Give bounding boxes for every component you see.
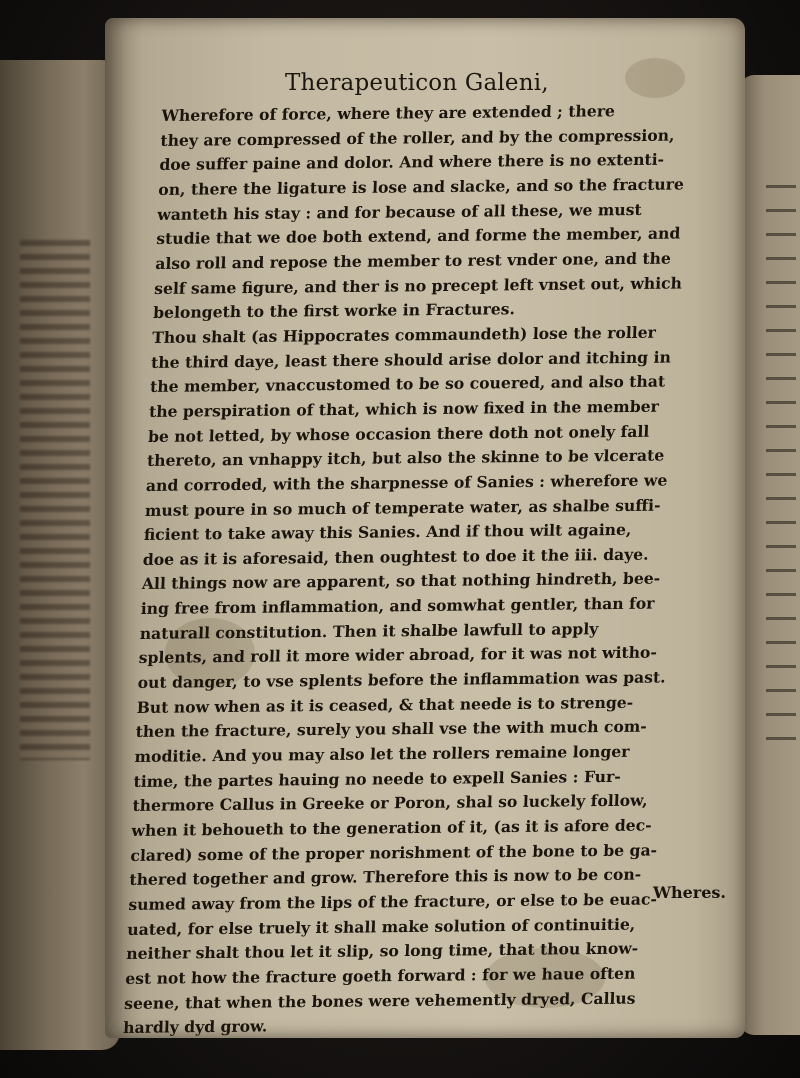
text-line: on, there the ligature is lose and slacke, and so the fracture [158, 174, 685, 199]
text-line: doe suffer paine and dolor. And where there is no extenti- [159, 150, 665, 175]
text-line: Thou shalt (as Hippocrates commaundeth) lose the roller [151, 322, 657, 347]
text-line: and corroded, with the sharpnesse of Sanies : wherefore we [145, 470, 668, 495]
text-line: neither shalt thou let it slip, so long time, that thou know- [125, 938, 639, 964]
text-line: studie that we doe both extend, and forme the member, and [155, 223, 681, 249]
text-line: moditie. And you may also let the rollers remaine longer [134, 741, 630, 767]
page-stain [625, 58, 685, 98]
text-line: belongeth to the first worke in Fractures. [152, 299, 516, 323]
text-line: All things now are apparent, so that nothing hindreth, bee- [141, 569, 661, 594]
text-line: Wherefore of force, where they are extended ; there [161, 101, 616, 125]
facing-page-right-edge [740, 75, 800, 1035]
text-line: thereto, an vnhappy itch, but also the skinne to be vlcerate [146, 445, 665, 471]
text-line: ficient to take away this Sanies. And if thou wilt againe, [143, 520, 632, 545]
text-line: uated, for else truely it shall make solution of continuitie, [127, 914, 636, 939]
text-line: thered together and grow. Therefore this is now to be con- [129, 864, 642, 890]
text-line: thermore Callus in Greeke or Poron, shal so luckely follow, [132, 790, 649, 816]
facing-page-left-edge [0, 60, 120, 1050]
bleed-through-text-right [766, 185, 796, 745]
text-line: wanteth his stay : and for because of all these, we must [156, 199, 643, 224]
body-text [123, 98, 745, 1041]
catchword: Wheres. [653, 883, 726, 902]
text-line: the perspiration of that, which is now fixed in the member [148, 396, 660, 421]
text-line: when it behoueth to the generation of it, (as it is afore dec- [131, 815, 653, 840]
text-line: be not letted, by whose occasion there doth not onely fall [147, 421, 650, 446]
text-line: seene, that when the bones were vehemently dryed, Callus [123, 988, 636, 1013]
text-line: out danger, to vse splents before the inflammation was past. [137, 667, 667, 693]
text-line: then the fracture, surely you shall vse the with much com- [135, 717, 648, 742]
text-line: doe as it is aforesaid, then oughtest to doe it the iii. daye. [142, 544, 650, 569]
text-line: clared) some of the proper norishment of the bone to be ga- [130, 840, 658, 865]
text-line: must poure in so much of temperate water, as shalbe suffi- [144, 495, 661, 520]
running-head: Therapeuticon Galeni, [285, 70, 549, 96]
text-line: hardly dyd grow. [122, 1016, 268, 1038]
text-line: naturall constitution. Then it shalbe lawfull to apply [139, 618, 599, 643]
text-line: self same figure, and ther is no precept left vnset out, which [153, 273, 683, 298]
text-line: time, the partes hauing no neede to expell Sanies : Fur- [133, 766, 622, 791]
bleed-through-text [20, 240, 90, 760]
text-line: sumed away from the lips of the fracture, or else to be euac- [128, 889, 658, 914]
text-line: est not how the fracture goeth forward : for we haue often [124, 963, 636, 988]
text-line: the third daye, least there should arise dolor and itching in [150, 347, 672, 372]
text-line: also roll and repose the member to rest vnder one, and the [154, 248, 672, 273]
book-page [105, 18, 745, 1038]
text-line: splents, and roll it more wider abroad, for it was not witho- [138, 642, 658, 668]
text-line: the member, vnaccustomed to be so couered, and also that [149, 371, 666, 397]
text-line: ing free from inflammation, and somwhat gentler, than for [140, 593, 655, 619]
text-line: they are compressed of the roller, and by the compression, [160, 125, 675, 150]
text-line: But now when as it is ceased, & that neede is to strenge- [136, 692, 634, 717]
